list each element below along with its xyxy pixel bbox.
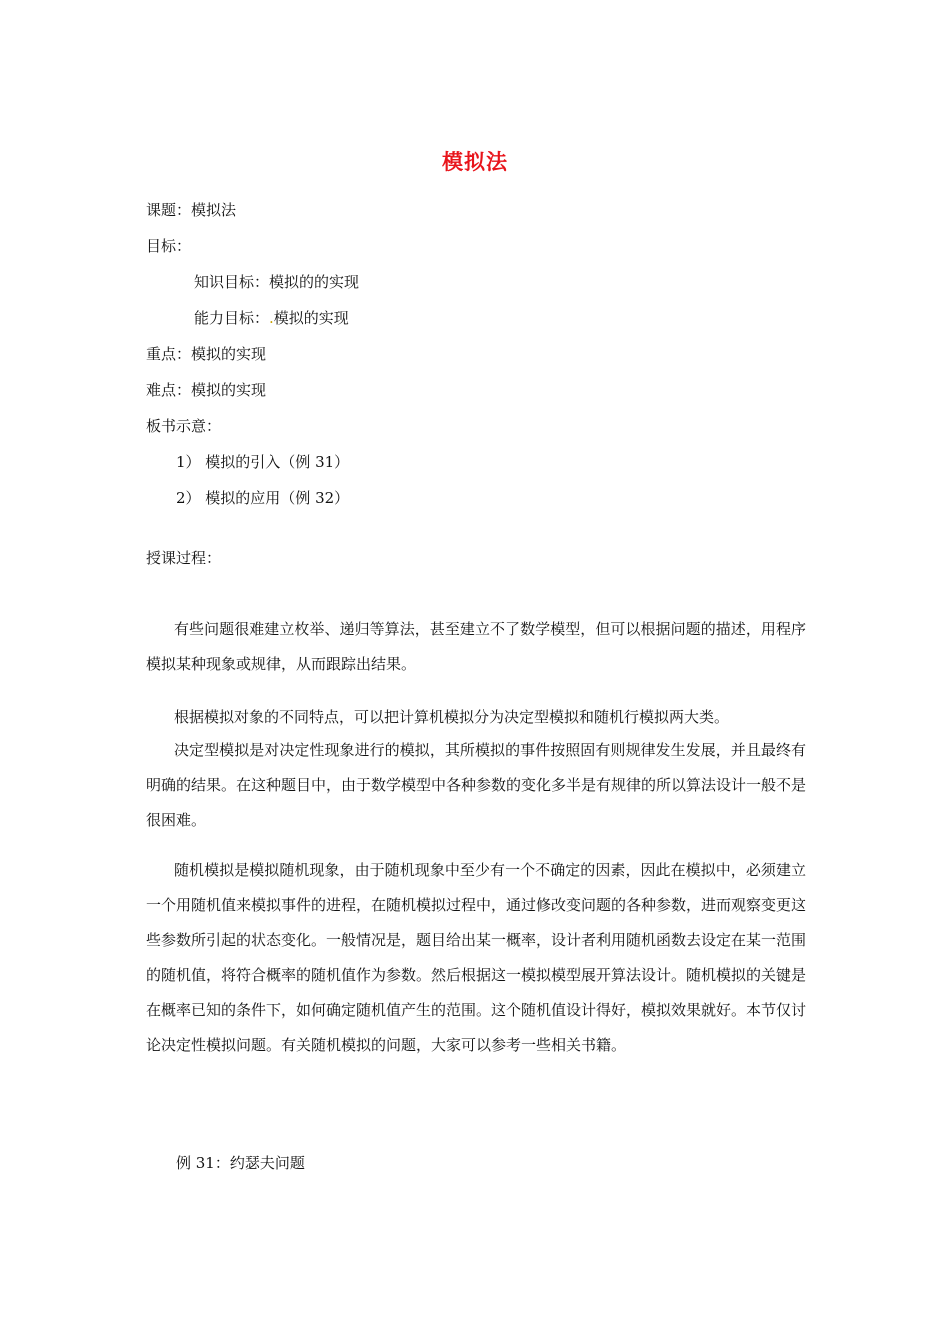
goal-knowledge: 知识目标：模拟的的实现 [194,273,360,291]
example-heading: 例 31：约瑟夫问题 [176,1154,305,1172]
difficulty-line: 难点：模拟的实现 [146,381,267,399]
topic-line: 课题：模拟法 [146,201,237,219]
paragraph-deterministic: 决定型模拟是对决定性现象进行的模拟，其所模拟的事件按照固有则规律发生发展，并且最终有明确的结果。在这种题目中，由于数学模型中各种参数的变化多半是有规律的所以算法设计一般不是很困难。 [146,741,807,829]
paragraph-intro: 有些问题很难建立枚举、递归等算法，甚至建立不了数学模型，但可以根据问题的描述，用程序模拟某种现象或规律，从而跟踪出结果。 [146,620,806,673]
goal-ability [194,307,349,329]
board-item-1: 1） 模拟的引入（例 31） [176,453,350,471]
board-item-2: 2） 模拟的应用（例 32） [176,489,350,507]
paragraph-random: 随机模拟是模拟随机现象，由于随机现象中至少有一个不确定的因素，因此在模拟中，必须建立一个用随机值来模拟事件的进程，在随机模拟过程中，通过修改变问题的各种参数，进而观察变更这些参数所引起的状态变化。一般情况是，题目给出某一概率，设计者利用随机函数去设定在某一范围的随机值，将符合概率的随机值作为参数。然后根据这一模拟模型展开算法设计。随机模拟的关键是在概率已知的条件下，如何确定随机值产生的范围。这个随机值设计得好，模拟效果就好。本节仅讨论决定性模拟问题。有关随机模拟的问题，大家可以参考一些相关书籍。 [146,861,807,1054]
paragraph-classification: 根据模拟对象的不同特点，可以把计算机模拟分为决定型模拟和随机行模拟两大类。 [174,708,730,726]
goal-ability-prefix: 能力目标： [194,309,270,327]
document-title: 模拟法 [442,150,508,174]
goal-ability-mark: . [269,309,274,327]
board-label: 板书示意： [146,417,222,435]
goals-label: 目标： [146,237,192,255]
goal-ability-text: 模拟的实现 [273,309,349,327]
process-label: 授课过程： [146,549,222,567]
key-point-line: 重点：模拟的实现 [146,345,267,363]
